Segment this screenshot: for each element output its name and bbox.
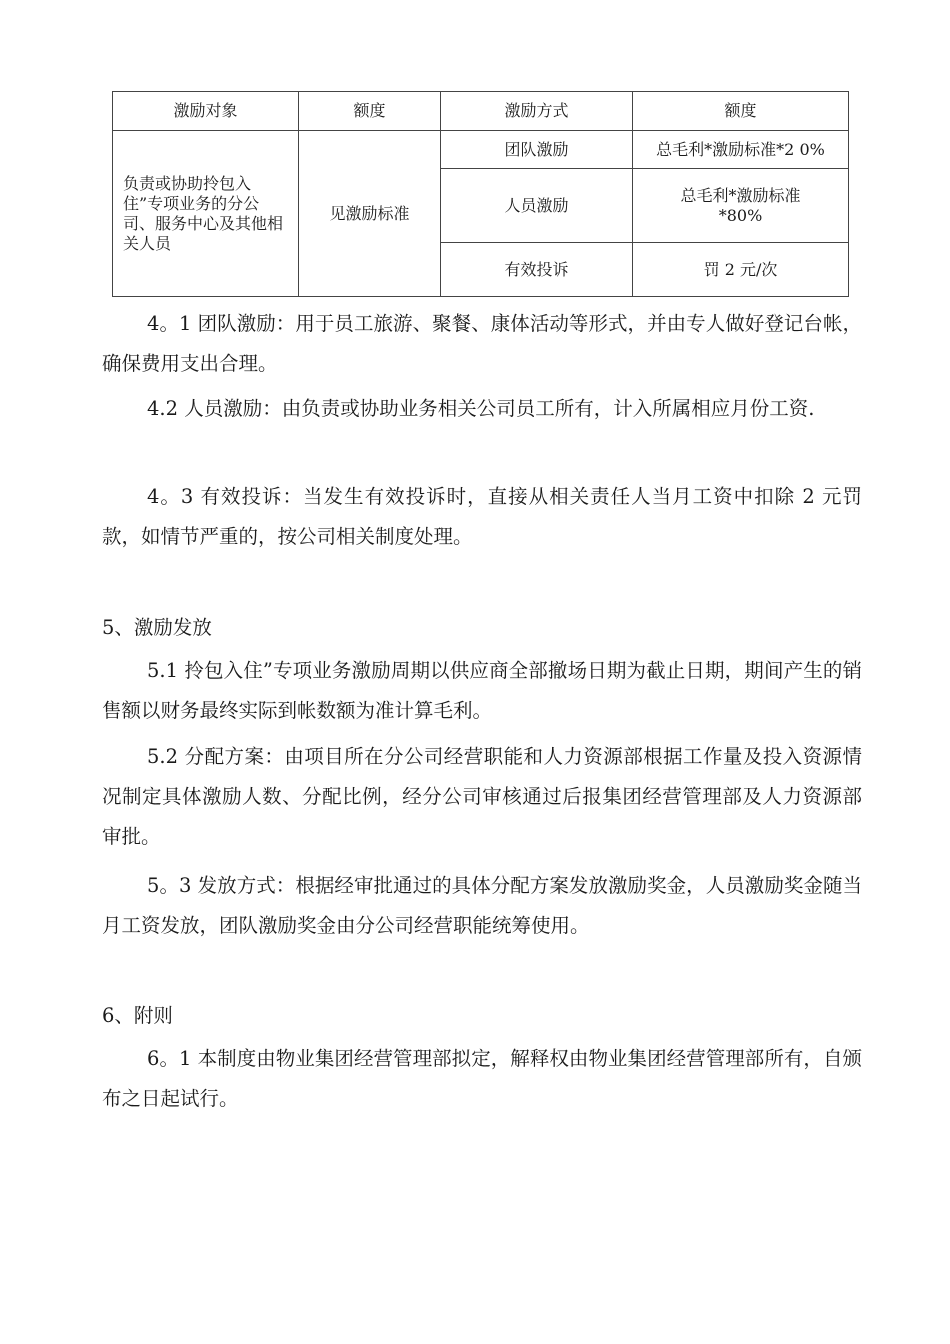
section-heading-5: 5、激励发放 bbox=[102, 616, 212, 639]
table-header-row bbox=[113, 92, 849, 131]
paragraph-5-2: 5.2 分配方案：由项目所在分公司经营职能和人力资源部根据工作量及投入资源情况制定具体激励人数、分配比例，经分公司审核通过后报集团经营管理部及人力资源部审批。 bbox=[102, 745, 862, 848]
paragraph-5-3: 5。3 发放方式：根据经审批通过的具体分配方案发放激励奖金，人员激励奖金随当月工资发放，团队激励奖金由分公司经营职能统筹使用。 bbox=[102, 874, 862, 937]
method-cell: 团队激励 bbox=[441, 131, 633, 169]
quota-cell: 总毛利*激励标准*80% bbox=[633, 169, 849, 243]
amount-cell: 见激励标准 bbox=[299, 131, 441, 297]
table-row bbox=[113, 131, 849, 169]
header-quota: 额度 bbox=[633, 92, 849, 131]
paragraph-4-2: 4.2 人员激励：由负责或协助业务相关公司员工所有，计入所属相应月份工资. bbox=[147, 397, 815, 420]
paragraph-4-3: 4。3 有效投诉：当发生有效投诉时，直接从相关责任人当月工资中扣除 2 元罚款，如情节严重的，按公司相关制度处理。 bbox=[102, 485, 862, 548]
section-heading-6: 6、附则 bbox=[102, 1004, 173, 1027]
paragraph-6-1: 6。1 本制度由物业集团经营管理部拟定，解释权由物业集团经营管理部所有，自颁布之日起试行。 bbox=[102, 1047, 862, 1110]
quota-cell: 总毛利*激励标准*2 0% bbox=[633, 131, 849, 169]
reward-table bbox=[112, 91, 849, 297]
paragraph-4-1: 4。1 团队激励：用于员工旅游、聚餐、康体活动等形式，并由专人做好登记台帐，确保费用支出合理。 bbox=[102, 312, 862, 375]
header-method: 激励方式 bbox=[441, 92, 633, 131]
target-cell: 负责或协助拎包入住”专项业务的分公司、服务中心及其他相关人员 bbox=[113, 131, 299, 297]
quota-cell: 罚 2 元/次 bbox=[633, 243, 849, 297]
header-amount: 额度 bbox=[299, 92, 441, 131]
header-target: 激励对象 bbox=[113, 92, 299, 131]
method-cell: 有效投诉 bbox=[441, 243, 633, 297]
method-cell: 人员激励 bbox=[441, 169, 633, 243]
paragraph-5-1: 5.1 拎包入住”专项业务激励周期以供应商全部撤场日期为截止日期，期间产生的销售额以财务最终实际到帐数额为准计算毛利。 bbox=[102, 659, 862, 722]
